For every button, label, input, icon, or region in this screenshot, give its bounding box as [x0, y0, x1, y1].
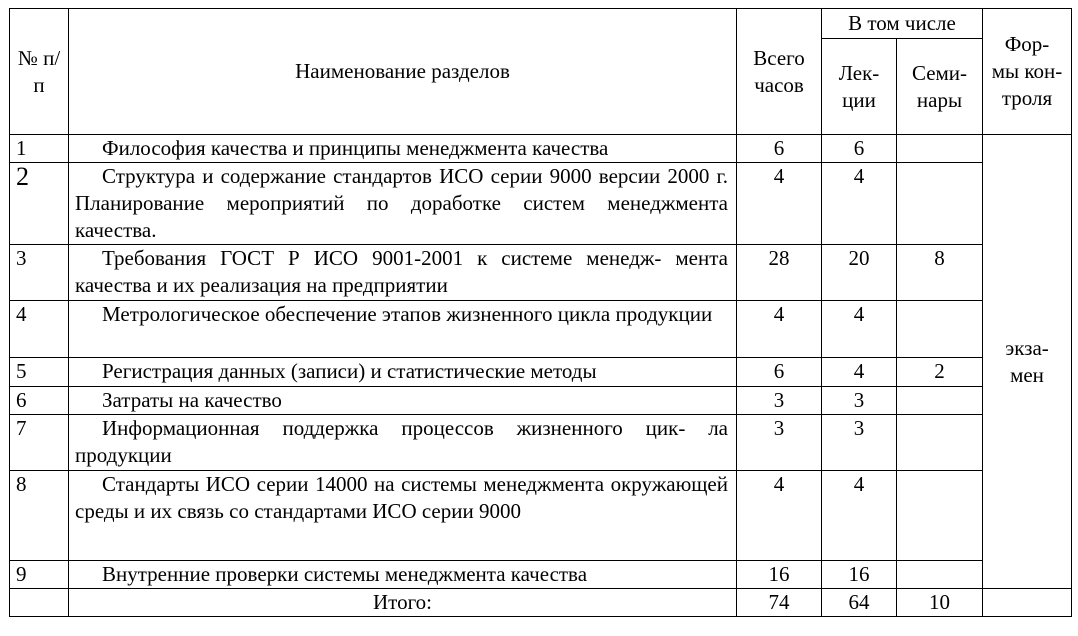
table-row [10, 301, 1072, 358]
row-lectures: 4 [822, 163, 897, 245]
row-seminars [897, 301, 983, 358]
row-seminars [897, 471, 983, 561]
row-lectures: 16 [822, 561, 897, 589]
header-including: В том числе [822, 9, 983, 39]
table-row [10, 387, 1072, 415]
table-row [10, 135, 1072, 163]
totals-lectures: 64 [822, 589, 897, 617]
table-row [10, 415, 1072, 471]
row-total: 4 [737, 301, 822, 358]
row-lectures: 4 [822, 301, 897, 358]
header-total-hours: Всего часов [737, 9, 822, 135]
row-total: 3 [737, 415, 822, 471]
totals-seminars: 10 [897, 589, 983, 617]
row-total: 3 [737, 387, 822, 415]
header-seminars: Семи- нары [897, 39, 983, 135]
row-seminars [897, 415, 983, 471]
row-name: Метрологическое обеспечение этапов жизненного цикла продукции [69, 301, 737, 358]
totals-empty-num [10, 589, 69, 617]
row-name: Требования ГОСТ Р ИСО 9001-2001 к системе менедж- мента качества и их реализация на предприятии [69, 245, 737, 301]
row-name: Структура и содержание стандартов ИСО серии 9000 версии 2000 г. Планирование мероприятий по доработке систем менеджмента качества. [69, 163, 737, 245]
header-num: № п/п [10, 9, 69, 135]
table-row [10, 471, 1072, 561]
row-num: 9 [10, 561, 69, 589]
row-total: 4 [737, 163, 822, 245]
totals-row [10, 589, 1072, 617]
row-lectures: 20 [822, 245, 897, 301]
row-num: 8 [10, 471, 69, 561]
row-name: Внутренние проверки системы менеджмента качества [69, 561, 737, 589]
row-lectures: 3 [822, 415, 897, 471]
row-lectures: 4 [822, 358, 897, 387]
row-name: Регистрация данных (записи) и статистические методы [69, 358, 737, 387]
row-total: 6 [737, 358, 822, 387]
row-num: 3 [10, 245, 69, 301]
row-seminars [897, 163, 983, 245]
row-num: 4 [10, 301, 69, 358]
totals-total: 74 [737, 589, 822, 617]
row-name: Информационная поддержка процессов жизненного цик- ла продукции [69, 415, 737, 471]
row-num: 2 [10, 163, 69, 245]
row-total: 28 [737, 245, 822, 301]
row-total: 4 [737, 471, 822, 561]
row-lectures: 4 [822, 471, 897, 561]
row-num: 5 [10, 358, 69, 387]
totals-empty-control [983, 589, 1072, 617]
row-name: Философия качества и принципы менеджмента качества [69, 135, 737, 163]
header-control-forms: Фор- мы кон- троля [983, 9, 1072, 135]
control-form-exam: экза- мен [983, 135, 1072, 589]
curriculum-table-container [9, 8, 1071, 629]
row-num: 7 [10, 415, 69, 471]
row-name: Стандарты ИСО серии 14000 на системы менеджмента окружающей среды и их связь со стандартами ИСО серии 9000 [69, 471, 737, 561]
header-row-top [10, 9, 1072, 39]
row-total: 6 [737, 135, 822, 163]
curriculum-table [9, 8, 1072, 617]
table-row [10, 163, 1072, 245]
row-num: 6 [10, 387, 69, 415]
row-seminars [897, 561, 983, 589]
totals-label: Итого: [69, 589, 737, 617]
row-seminars: 8 [897, 245, 983, 301]
table-row [10, 561, 1072, 589]
row-seminars [897, 135, 983, 163]
row-name: Затраты на качество [69, 387, 737, 415]
row-seminars [897, 387, 983, 415]
header-lectures: Лек- ции [822, 39, 897, 135]
row-lectures: 3 [822, 387, 897, 415]
header-name: Наименование разделов [69, 9, 737, 135]
row-lectures: 6 [822, 135, 897, 163]
row-seminars: 2 [897, 358, 983, 387]
table-row [10, 358, 1072, 387]
table-row [10, 245, 1072, 301]
row-total: 16 [737, 561, 822, 589]
row-num: 1 [10, 135, 69, 163]
